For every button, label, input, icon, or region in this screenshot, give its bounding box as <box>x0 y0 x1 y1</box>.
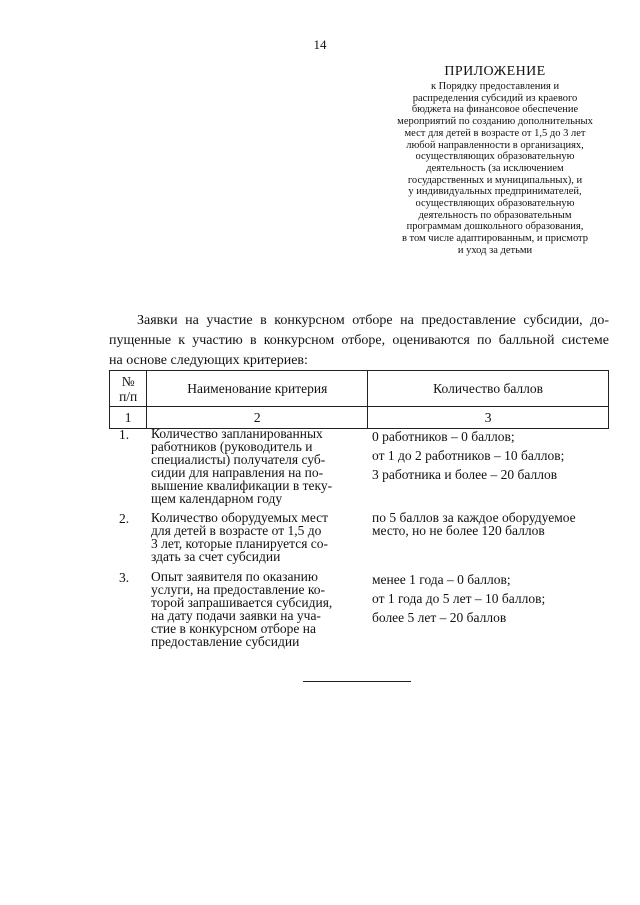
appendix-line: осуществляющих образовательную <box>415 198 575 210</box>
row-number: 1. <box>119 427 130 442</box>
header-score: Количество баллов <box>368 371 609 407</box>
appendix-line: мест для детей в возрасте от 1,5 до 3 лет <box>404 127 586 139</box>
criterion-name-line: Количество оборудуемых мест <box>151 510 329 525</box>
criterion-name-line: услуги, на предоставление ко- <box>151 582 325 597</box>
score-line: 0 работников – 0 баллов; <box>372 429 515 444</box>
appendix-line: к Порядку предоставления и <box>430 81 560 92</box>
criterion-name-line: специалисты) получателя суб- <box>151 452 326 467</box>
appendix-title: ПРИЛОЖЕНИЕ <box>444 64 546 79</box>
criterion-name-line: на дату подачи заявки на уча- <box>151 608 321 623</box>
score-line: по 5 баллов за каждое оборудуемое <box>372 510 576 525</box>
score-line: от 1 года до 5 лет – 10 баллов; <box>372 591 546 606</box>
score-line: более 5 лет – 20 баллов <box>372 610 507 625</box>
criterion-name <box>151 570 366 648</box>
criterion-score <box>372 427 612 484</box>
criterion-name-line: предоставление субсидии <box>151 634 300 649</box>
table-header-row <box>110 371 609 407</box>
appendix-lines <box>370 81 620 257</box>
appendix-line: распределения субсидий из краевого <box>412 92 578 104</box>
appendix-line: бюджета на финансовое обеспечение <box>411 104 579 116</box>
criterion-name-line: стие в конкурсном отборе на <box>151 621 316 636</box>
header-criterion-name: Наименование критерия <box>147 371 368 407</box>
appendix-line: в том числе адаптированным, и присмотр <box>401 233 589 245</box>
appendix-line: мероприятий по созданию дополнительных <box>397 116 593 128</box>
header-number-sign: № <box>121 373 135 389</box>
intro-line: пущенные к участию в конкурсном отборе, оцениваются по балльной системе <box>109 333 609 348</box>
intro-line: на основе следующих критериев: <box>109 353 308 368</box>
column-number: 3 <box>368 407 609 429</box>
appendix-line: любой направленности в организациях, <box>406 139 584 151</box>
appendix-line: и уход за детьми <box>457 244 533 256</box>
criterion-name-line: торой запрашивается субсидия, <box>151 595 333 610</box>
criterion-name <box>151 427 366 505</box>
header-number-abbr: п/п <box>119 388 138 404</box>
page-number: 14 <box>313 37 327 52</box>
criterion-name <box>151 511 366 563</box>
score-line: от 1 до 2 работников – 10 баллов; <box>372 448 565 463</box>
intro-line: Заявки на участие в конкурсном отборе на предоставление субсидии, до- <box>137 313 609 328</box>
score-line: место, но не более 120 баллов <box>372 523 545 538</box>
appendix-line: деятельность по образовательным <box>418 209 572 221</box>
header-number <box>110 371 147 407</box>
appendix-line: деятельность (за исключением <box>426 162 564 174</box>
appendix-line: программам дошкольного образования, <box>406 221 584 233</box>
appendix-line: осуществляющих образовательную <box>415 151 575 163</box>
intro-paragraph <box>109 311 609 371</box>
closing-divider-line <box>303 681 411 682</box>
criterion-name-line: вышение квалификации в теку- <box>151 478 333 493</box>
appendix-line: у индивидуальных предпринимателей, <box>408 186 582 198</box>
criterion-name-line: работников (руководитель и <box>151 439 313 454</box>
row-number: 3. <box>119 570 130 585</box>
column-number: 1 <box>110 407 147 429</box>
criterion-name-line: для детей в возрасте от 1,5 до <box>151 523 322 538</box>
criteria-table-header <box>109 370 609 429</box>
criterion-name-line: 3 лет, которые планируется со- <box>151 536 329 551</box>
criterion-name-line: Опыт заявителя по оказанию <box>151 569 318 584</box>
criterion-score <box>372 511 612 537</box>
criterion-name-line: щем календарном году <box>151 491 283 506</box>
score-line: 3 работника и более – 20 баллов <box>372 467 558 482</box>
criterion-name-line: сидии для направления на по- <box>151 465 324 480</box>
score-line: менее 1 года – 0 баллов; <box>372 572 511 587</box>
criterion-score <box>372 570 612 627</box>
criterion-name-line: здать за счет субсидии <box>151 549 281 564</box>
row-number: 2. <box>119 511 130 526</box>
appendix-block <box>370 64 620 257</box>
criterion-name-line: Количество запланированных <box>151 426 323 441</box>
appendix-line: государственных и муниципальных), и <box>407 174 583 186</box>
column-number: 2 <box>147 407 368 429</box>
